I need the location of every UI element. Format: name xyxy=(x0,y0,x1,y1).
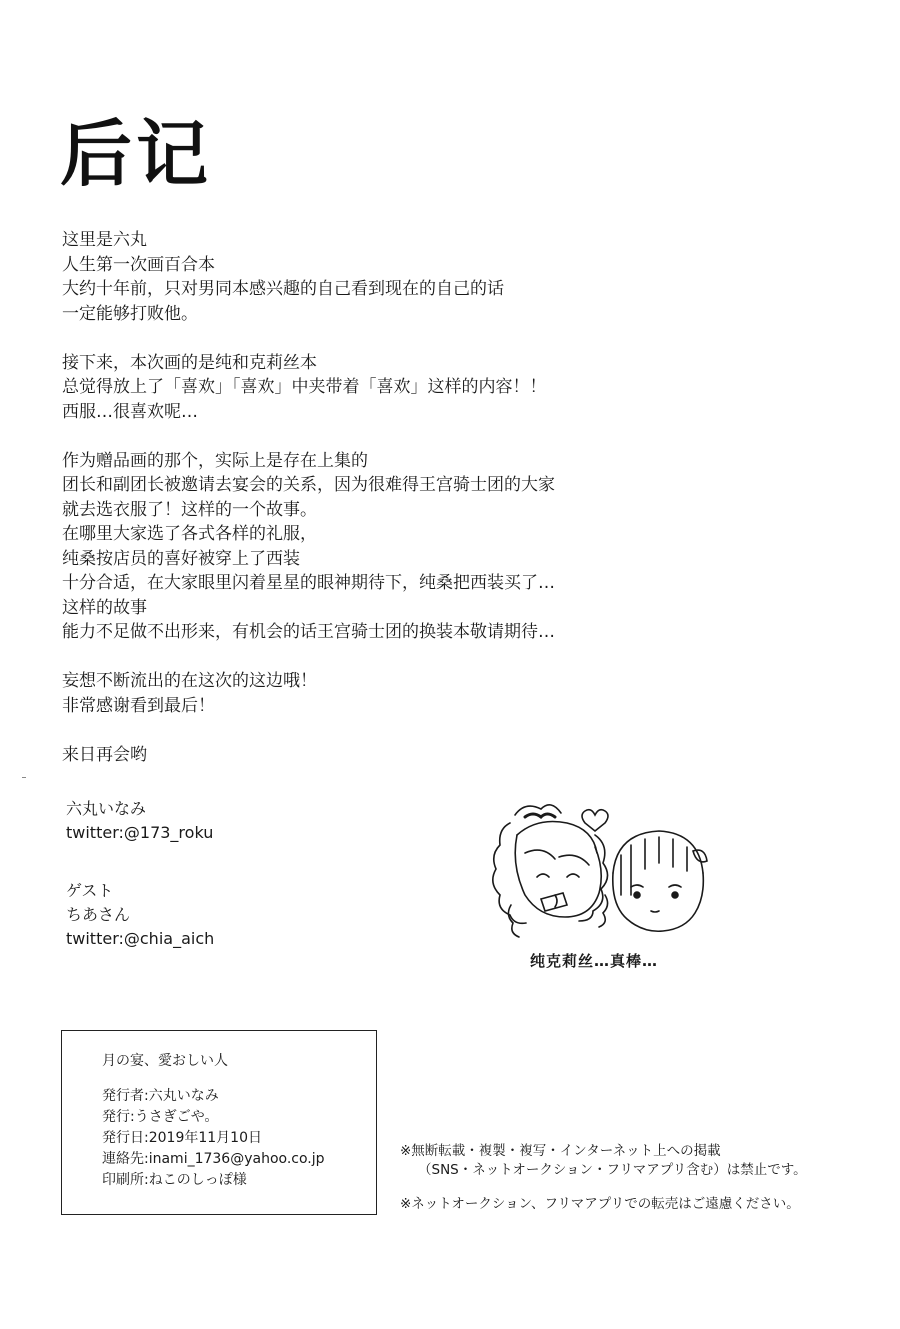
page-title: 后记 xyxy=(60,112,213,196)
text-line: 一定能够打败他。 xyxy=(62,303,198,324)
chibi-girl-left xyxy=(493,805,608,937)
colophon-date: 発行日:2019年11月10日 xyxy=(102,1130,262,1146)
text-line: 这样的故事 xyxy=(62,597,147,618)
paragraph xyxy=(62,228,662,326)
author-credit xyxy=(66,797,214,845)
colophon-publisher: 発行者:六丸いなみ xyxy=(102,1088,219,1104)
author-twitter: twitter:@173_roku xyxy=(66,823,214,842)
text-line: 团长和副团长被邀请去宴会的关系，因为很难得王宫骑士团的大家 xyxy=(62,475,555,495)
text-line: 西服…很喜欢呢… xyxy=(62,401,198,422)
paragraph xyxy=(62,351,662,425)
guest-credit xyxy=(66,879,214,951)
margin-mark xyxy=(22,777,26,778)
illustration-caption: 纯克莉丝…真棒… xyxy=(530,952,659,970)
paragraph xyxy=(62,449,662,645)
guest-name: ちあさん xyxy=(66,905,131,924)
credits xyxy=(66,797,214,985)
guest-label: ゲスト xyxy=(66,881,114,900)
text-line: 来日再会哟 xyxy=(62,744,147,765)
text-line: 人生第一次画百合本 xyxy=(62,254,215,275)
colophon-circle: 発行:うさぎごや。 xyxy=(102,1109,219,1125)
colophon-contact: 連絡先:inami_1736@yahoo.co.jp xyxy=(102,1151,325,1167)
text-line: 作为赠品画的那个，实际上是存在上集的 xyxy=(62,450,368,471)
author-name: 六丸いなみ xyxy=(66,799,147,818)
colophon-book-title: 月の宴、愛おしい人 xyxy=(102,1053,228,1069)
text-line: 纯桑按店员的喜好被穿上了西装 xyxy=(62,548,300,569)
text-line: 十分合适，在大家眼里闪着星星的眼神期待下，纯桑把西装买了… xyxy=(62,573,555,593)
guest-twitter: twitter:@chia_aich xyxy=(66,929,215,948)
notice-line: ※無断転載・複製・複写・インターネット上への掲載 xyxy=(400,1143,721,1159)
text-line: 妄想不断流出的在这次的这边哦！ xyxy=(62,671,317,691)
chibi-illustration xyxy=(455,795,725,975)
heart-icon xyxy=(582,810,608,831)
text-line: 大约十年前，只对男同本感兴趣的自己看到现在的自己的话 xyxy=(62,279,504,299)
text-line: 这里是六丸 xyxy=(62,230,147,250)
text-line: 总觉得放上了「喜欢」「喜欢」中夹带着「喜欢」这样的内容！！ xyxy=(62,377,547,397)
notice-line: ※ネットオークション、フリマアプリでの転売はご遠慮ください。 xyxy=(400,1196,800,1212)
text-line: 在哪里大家选了各式各样的礼服， xyxy=(62,524,317,544)
copyright-notices xyxy=(400,1142,807,1214)
text-line: 能力不足做不出形来，有机会的话王宫骑士团的换装本敬请期待… xyxy=(62,622,555,642)
chibi-girl-right xyxy=(613,831,707,931)
text-line: 接下来，本次画的是纯和克莉丝本 xyxy=(62,352,317,373)
paragraph xyxy=(62,669,662,718)
text-line: 就去选衣服了！这样的一个故事。 xyxy=(62,499,317,520)
colophon-box xyxy=(61,1030,377,1215)
paragraph xyxy=(62,743,662,768)
colophon-printer: 印刷所:ねこのしっぽ様 xyxy=(102,1172,247,1188)
afterword-body xyxy=(62,228,662,792)
notice-line: （SNS・ネットオークション・フリマアプリ含む）は禁止です。 xyxy=(418,1162,807,1178)
text-line: 非常感谢看到最后！ xyxy=(62,695,215,716)
